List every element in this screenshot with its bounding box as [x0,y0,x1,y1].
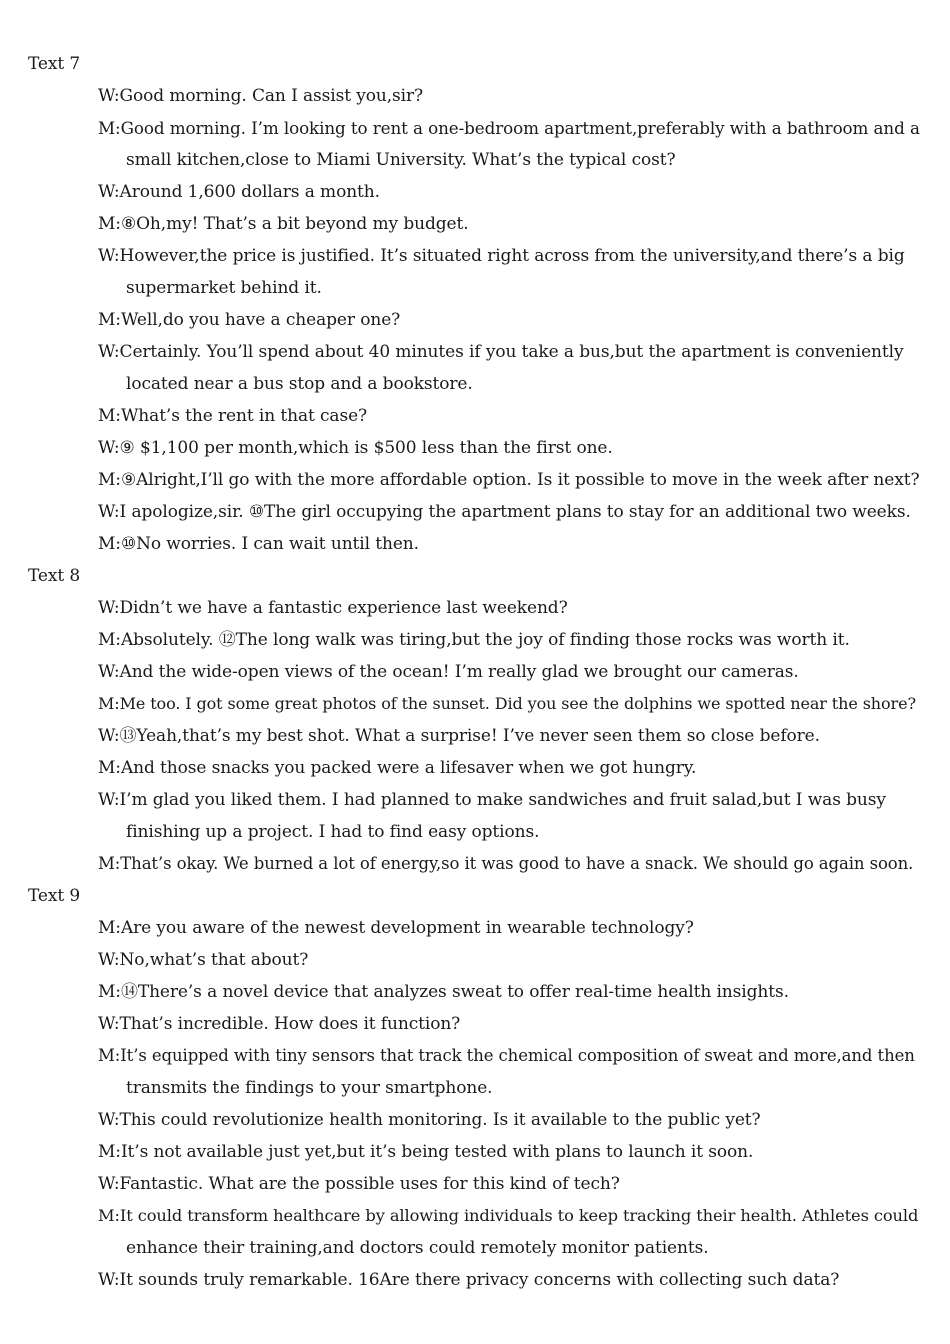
utterance: And the wide-open views of the ocean! I’m really glad we brought our cameras. [119,662,799,682]
speaker: W: [98,598,120,618]
utterance: ⑬Yeah,that’s my best shot. What a surprise! I’ve never seen them so close before. [119,726,820,746]
speaker: W: [98,950,120,970]
speaker: W: [98,1270,120,1290]
dialogue-line [28,208,924,240]
speaker: W: [98,1014,120,1034]
utterance: It sounds truly remarkable. 16Are there privacy concerns with collecting such data? [119,1270,840,1290]
utterance: Absolutely. ⑫The long walk was tiring,but the joy of finding those rocks was worth it. [120,630,850,650]
speaker: M: [98,470,121,490]
utterance: Didn’t we have a fantastic experience last weekend? [119,598,568,618]
dialogue-line [28,400,924,432]
dialogue-line [28,944,924,976]
speaker: W: [98,790,120,810]
utterance: No,what’s that about? [119,950,309,970]
dialogue-line [28,304,924,336]
speaker: M: [98,406,121,426]
utterance: Around 1,600 dollars a month. [119,182,380,202]
speaker: M: [98,310,121,330]
speaker: M: [98,534,121,554]
dialogue-line [28,1136,924,1168]
utterance: Me too. I got some great photos of the sunset. Did you see the dolphins we spotted near the shore? [119,694,916,713]
utterance: Good morning. Can I assist you,sir? [119,86,424,106]
utterance: ⑨ $1,100 per month,which is $500 less than the first one. [119,438,613,458]
dialogue-line [28,720,924,752]
dialogue-line [28,1008,924,1040]
dialogue-line [28,1264,924,1296]
speaker: W: [98,246,120,266]
section-text-7 [28,48,924,560]
dialogue-line [28,1104,924,1136]
utterance: Good morning. I’m looking to rent a one-bedroom apartment,preferably with a bathroom and a [120,118,920,138]
dialogue-line [28,976,924,1008]
dialogue-continuation: transmits the findings to your smartphone. [126,1078,493,1098]
dialogue-line [28,496,924,528]
speaker: M: [98,854,121,873]
section-title: Text 7 [28,54,81,74]
dialogue-line [28,528,924,560]
speaker: M: [98,1046,121,1065]
dialogue-line [28,176,924,208]
section-text-9 [28,880,924,1296]
speaker: M: [98,1206,120,1225]
utterance: I’m glad you liked them. I had planned to make sandwiches and fruit salad,but I was busy [119,790,886,810]
speaker: W: [98,1110,120,1130]
utterance: What’s the rent in that case? [120,406,368,426]
speaker: W: [98,86,120,106]
speaker: W: [98,502,120,522]
speaker: W: [98,342,120,362]
dialogue-line [28,240,924,272]
section-title: Text 9 [28,886,81,906]
utterance: Are you aware of the newest development in wearable technology? [120,918,694,938]
speaker: M: [98,982,121,1002]
speaker: W: [98,182,120,202]
dialogue-line [28,1168,924,1200]
utterance: ⑧Oh,my! That’s a bit beyond my budget. [120,214,469,234]
dialogue-line [28,624,924,656]
dialogue-line [28,432,924,464]
speaker: M: [98,630,121,650]
section-text-8 [28,560,924,880]
utterance: However,the price is justified. It’s situated right across from the university,and there’s a big [119,246,905,266]
speaker: W: [98,662,120,682]
utterance: Well,do you have a cheaper one? [120,310,401,330]
dialogue-line [28,80,924,112]
dialogue-line [28,1040,924,1072]
dialogue-line [28,848,924,880]
utterance: It’s not available just yet,but it’s being tested with plans to launch it soon. [120,1142,754,1162]
dialogue-line [28,752,924,784]
utterance: Certainly. You’ll spend about 40 minutes if you take a bus,but the apartment is conveniently [119,342,904,362]
speaker: M: [98,694,120,713]
speaker: M: [98,918,121,938]
speaker: W: [98,1174,120,1194]
dialogue-line [28,464,924,496]
speaker: M: [98,118,121,138]
dialogue-line [28,1200,924,1232]
dialogue-line [28,112,924,144]
speaker: M: [98,1142,121,1162]
section-title: Text 8 [28,566,81,586]
utterance: That’s okay. We burned a lot of energy,so it was good to have a snack. We should go again soon. [120,854,914,873]
utterance: This could revolutionize health monitoring. Is it available to the public yet? [119,1110,761,1130]
utterance: ⑨Alright,I’ll go with the more affordable option. Is it possible to move in the week after next? [120,470,920,490]
utterance: ⑩No worries. I can wait until then. [120,534,419,554]
dialogue-continuation: supermarket behind it. [126,278,322,298]
dialogue-continuation: enhance their training,and doctors could remotely monitor patients. [126,1238,709,1258]
dialogue-continuation: finishing up a project. I had to find easy options. [126,822,540,842]
speaker: W: [98,438,120,458]
dialogue-line [28,784,924,816]
speaker: M: [98,758,121,778]
dialogue-line [28,912,924,944]
utterance: That’s incredible. How does it function? [119,1014,461,1034]
utterance: It could transform healthcare by allowing individuals to keep tracking their health. Athletes could [119,1206,919,1225]
dialogue-line [28,336,924,368]
utterance: It’s equipped with tiny sensors that track the chemical composition of sweat and more,and then [120,1046,915,1065]
dialogue-line [28,656,924,688]
speaker: W: [98,726,120,746]
dialogue-line [28,592,924,624]
utterance: Fantastic. What are the possible uses for this kind of tech? [119,1174,620,1194]
utterance: And those snacks you packed were a lifesaver when we got hungry. [120,758,697,778]
dialogue-continuation: located near a bus stop and a bookstore. [126,374,473,394]
utterance: ⑭There’s a novel device that analyzes sweat to offer real-time health insights. [120,982,789,1002]
speaker: M: [98,214,121,234]
dialogue-line [28,688,924,720]
utterance: I apologize,sir. ⑩The girl occupying the apartment plans to stay for an additional two weeks. [119,502,911,522]
dialogue-continuation: small kitchen,close to Miami University. What’s the typical cost? [126,150,676,170]
